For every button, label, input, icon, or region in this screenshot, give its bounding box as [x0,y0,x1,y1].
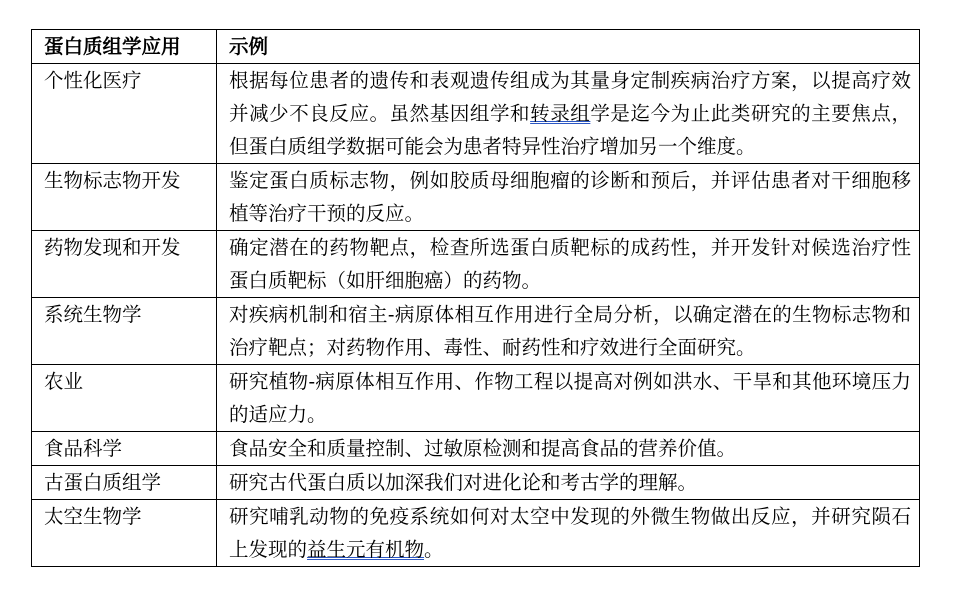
example-cell [217,64,920,164]
underlined-term: 转录组 [530,102,591,125]
application-cell: 农业 [32,365,217,432]
table-container [31,29,919,567]
proteomics-applications-table [31,29,920,567]
application-cell: 太空生物学 [32,500,217,567]
table-row [32,432,920,466]
application-cell: 古蛋白质组学 [32,466,217,500]
example-text: 研究哺乳动物的免疫系统如何对太空中发现的外微生物做出反应，并研究陨石上发现的 [229,505,911,561]
example-text: 学是迄今为止此类研究的主要焦点，但蛋白质组学数据可能会为患者特异性治疗增加另一个维度。 [229,102,911,158]
table-row [32,64,920,164]
table-row [32,500,920,567]
example-cell [217,298,920,365]
application-cell: 生物标志物开发 [32,164,217,231]
example-cell [217,432,920,466]
application-cell: 系统生物学 [32,298,217,365]
example-cell [217,365,920,432]
table-row [32,164,920,231]
underlined-term: 益生元有机物 [307,538,425,561]
table-row [32,466,920,500]
example-text: 。 [424,538,444,561]
example-text: 食品安全和质量控制、过敏原检测和提高食品的营养价值。 [229,437,737,460]
table-row [32,231,920,298]
table-body [32,64,920,567]
column-header-application: 蛋白质组学应用 [32,30,217,64]
example-cell [217,466,920,500]
example-cell [217,500,920,567]
example-cell [217,164,920,231]
example-text: 根据每位患者的遗传和表观遗传组成为其量身定制疾病治疗方案，以提高疗效并减少不良反应。虽然基因组学和 [229,69,911,125]
table-row [32,298,920,365]
example-text: 研究植物-病原体相互作用、作物工程以提高对例如洪水、干旱和其他环境压力的适应力。 [229,370,911,426]
table-row [32,365,920,432]
example-text: 对疾病机制和宿主-病原体相互作用进行全局分析，以确定潜在的生物标志物和治疗靶点；对药物作用、毒性、耐药性和疗效进行全面研究。 [229,303,911,359]
table-header-row [32,30,920,64]
example-cell [217,231,920,298]
application-cell: 药物发现和开发 [32,231,217,298]
application-cell: 个性化医疗 [32,64,217,164]
example-text: 确定潜在的药物靶点，检查所选蛋白质靶标的成药性，并开发针对候选治疗性蛋白质靶标（如肝细胞癌）的药物。 [229,236,911,292]
application-cell: 食品科学 [32,432,217,466]
column-header-example: 示例 [217,30,920,64]
example-text: 鉴定蛋白质标志物，例如胶质母细胞瘤的诊断和预后，并评估患者对干细胞移植等治疗干预的反应。 [229,169,911,225]
example-text: 研究古代蛋白质以加深我们对进化论和考古学的理解。 [229,471,698,494]
